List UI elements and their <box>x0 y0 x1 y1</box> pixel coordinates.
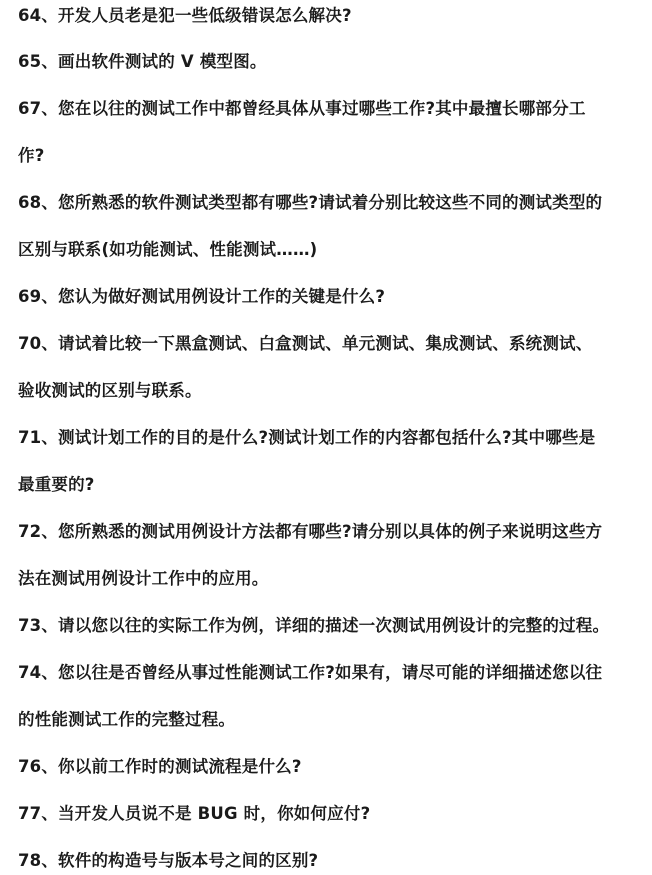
text-line: 最重要的? <box>18 475 95 494</box>
text-line: 77、当开发人员说不是 BUG 时，你如何应付? <box>18 804 371 823</box>
text-line: 65、画出软件测试的 V 模型图。 <box>18 52 267 71</box>
text-line: 69、您认为做好测试用例设计工作的关键是什么? <box>18 287 386 306</box>
text-line: 区别与联系(如功能测试、性能测试……) <box>18 240 318 259</box>
text-line: 73、请以您以往的实际工作为例，详细的描述一次测试用例设计的完整的过程。 <box>18 616 610 635</box>
text-line: 法在测试用例设计工作中的应用。 <box>18 569 269 588</box>
text-line: 67、您在以往的测试工作中都曾经具体从事过哪些工作?其中最擅长哪部分工 <box>18 99 586 118</box>
text-line: 76、你以前工作时的测试流程是什么? <box>18 757 302 776</box>
text-line: 的性能测试工作的完整过程。 <box>18 710 236 729</box>
text-line: 71、测试计划工作的目的是什么?测试计划工作的内容都包括什么?其中哪些是 <box>18 428 596 447</box>
text-line: 74、您以往是否曾经从事过性能测试工作?如果有，请尽可能的详细描述您以往 <box>18 663 603 682</box>
text-line: 64、开发人员老是犯一些低级错误怎么解决? <box>18 6 352 25</box>
text-line: 78、软件的构造号与版本号之间的区别? <box>18 851 319 870</box>
text-line: 作? <box>18 146 45 165</box>
text-line: 68、您所熟悉的软件测试类型都有哪些?请试着分别比较这些不同的测试类型的 <box>18 193 603 212</box>
text-line: 70、请试着比较一下黑盒测试、白盒测试、单元测试、集成测试、系统测试、 <box>18 334 593 353</box>
text-line: 72、您所熟悉的测试用例设计方法都有哪些?请分别以具体的例子来说明这些方 <box>18 522 603 541</box>
text-line: 验收测试的区别与联系。 <box>18 381 202 400</box>
